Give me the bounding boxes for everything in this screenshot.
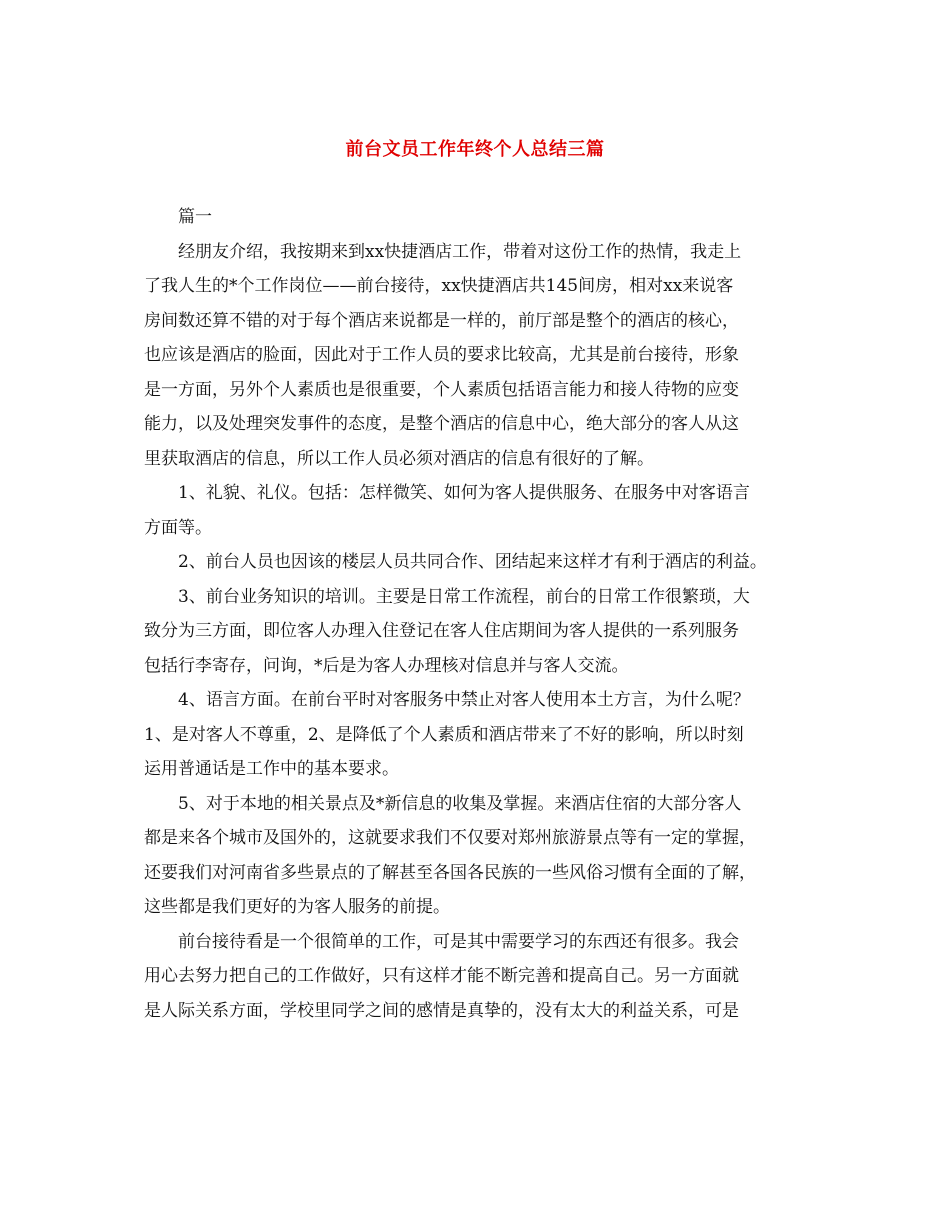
text-line: 了我人生的*个工作岗位——前台接待，xx快捷酒店共145间房，相对xx来说客 [144, 276, 734, 296]
text-line: 1、是对客人不尊重，2、是降低了个人素质和酒店带来了不好的影响，所以时刻 [144, 724, 744, 745]
text-line: 这些都是我们更好的为客人服务的前提。 [144, 897, 450, 917]
text-line: 是人际关系方面，学校里同学之间的感情是真挚的，没有太大的利益关系，可是 [144, 1000, 739, 1021]
text-line: 房间数还算不错的对于每个酒店来说都是一样的，前厅部是整个的酒店的核心， [144, 310, 739, 331]
text-line: 3、前台业务知识的培训。主要是日常工作流程，前台的日常工作很繁琐，大 [178, 586, 750, 607]
text-line: 篇一 [178, 207, 212, 227]
text-line: 还要我们对河南省多些景点的了解甚至各国各民族的一些风俗习惯有全面的了解， [144, 862, 756, 883]
text-line: 也应该是酒店的脸面，因此对于工作人员的要求比较高，尤其是前台接待，形象 [144, 345, 739, 365]
text-line: 1、礼貌、礼仪。包括：怎样微笑、如何为客人提供服务、在服务中对客语言 [178, 483, 750, 503]
text-line: 经朋友介绍，我按期来到xx快捷酒店工作，带着对这份工作的热情，我走上 [178, 241, 742, 262]
text-line: 5、对于本地的相关景点及*新信息的收集及掌握。来酒店住宿的大部分客人 [178, 793, 742, 814]
text-line: 致分为三方面，即位客人办理入住登记在客人住店期间为客人提供的一系列服务 [144, 621, 739, 641]
text-line: 运用普通话是工作中的基本要求。 [144, 759, 399, 779]
document-body [144, 200, 804, 1028]
text-line: 用心去努力把自己的工作做好，只有这样才能不断完善和提高自己。另一方面就 [144, 966, 739, 986]
text-line: 是一方面，另外个人素质也是很重要，个人素质包括语言能力和接人待物的应变 [144, 379, 739, 400]
text-line: 包括行李寄存，问询，*后是为客人办理核对信息并与客人交流。 [144, 655, 629, 676]
text-line: 都是来各个城市及国外的，这就要求我们不仅要对郑州旅游景点等有一定的掌握， [144, 828, 756, 848]
text-line: 能力，以及处理突发事件的态度，是整个酒店的信息中心，绝大部分的客人从这 [144, 414, 739, 434]
text-line: 4、语言方面。在前台平时对客服务中禁止对客人使用本土方言，为什么呢？ [178, 690, 750, 710]
document-title: 前台文员工作年终个人总结三篇 [345, 139, 605, 160]
text-line: 里获取酒店的信息，所以工作人员必须对酒店的信息有很好的了解。 [144, 448, 654, 469]
text-line: 2、前台人员也因该的楼层人员共同合作、团结起来这样才有利于酒店的利益。 [178, 552, 767, 572]
text-line: 前台接待看是一个很简单的工作，可是其中需要学习的东西还有很多。我会 [178, 931, 739, 952]
text-line: 方面等。 [144, 517, 212, 538]
